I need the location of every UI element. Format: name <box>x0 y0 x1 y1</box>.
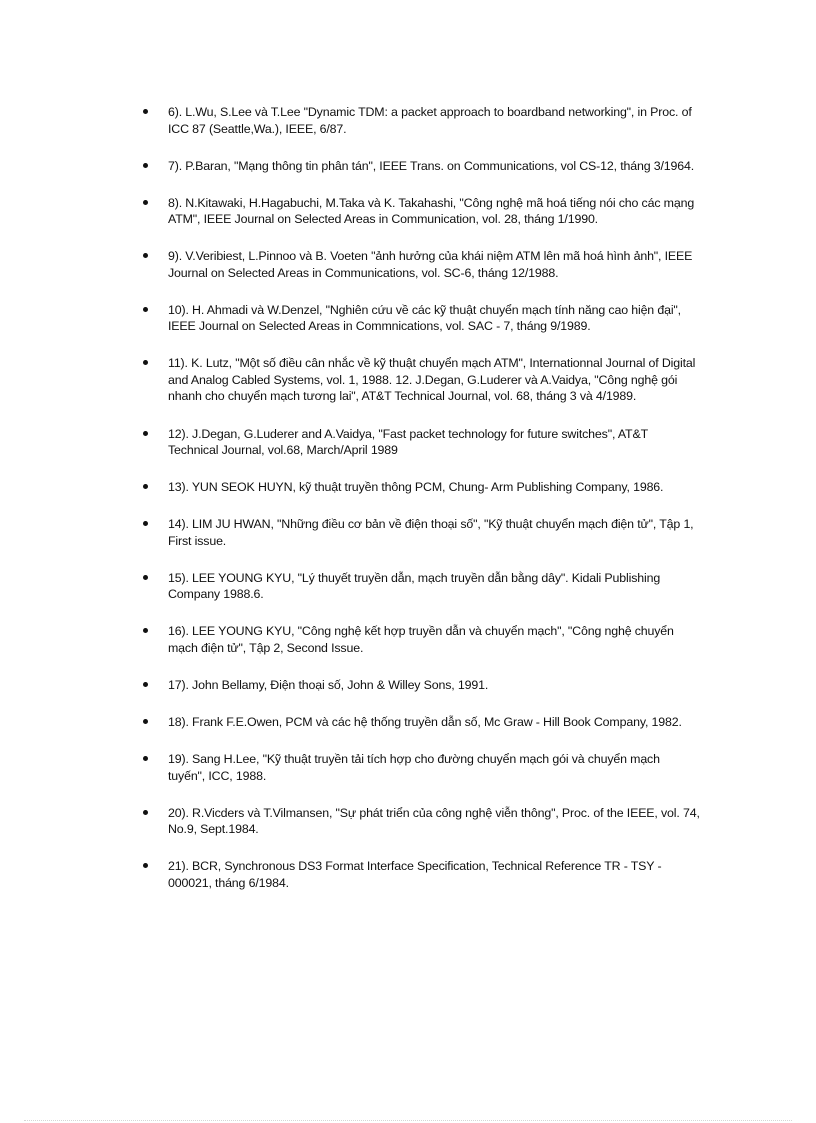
bullet-icon <box>143 431 148 436</box>
reference-text: 11). K. Lutz, "Một số điều cân nhắc về kỹ thuật chuyển mạch ATM", Internationnal Journal of Digital and Analog Cabled Systems, vol. 1, 1988. 12. J.Degan, G.Luderer và A.Vaidya, "Công nghệ gói nhanh cho chuyển mạch tương lai", AT&T Technical Journal, vol. 68, tháng 3 và 4/1989. <box>168 356 696 404</box>
bullet-icon <box>143 163 148 168</box>
bullet-icon <box>143 109 148 114</box>
reference-text: 17). John Bellamy, Điện thoại số, John & Willey Sons, 1991. <box>168 678 489 693</box>
page-bottom-divider <box>24 1120 792 1121</box>
reference-item <box>140 158 700 175</box>
reference-item <box>140 714 700 731</box>
bullet-icon <box>143 307 148 312</box>
reference-text: 8). N.Kitawaki, H.Hagabuchi, M.Taka và K. Takahashi, "Công nghệ mã hoá tiếng nói cho các mạng ATM", IEEE Journal on Selected Areas in Communication, vol. 28, tháng 1/1990. <box>168 195 695 227</box>
bullet-icon <box>143 863 148 868</box>
reference-item <box>140 677 700 694</box>
bullet-icon <box>143 253 148 258</box>
bullet-icon <box>143 575 148 580</box>
reference-text: 12). J.Degan, G.Luderer and A.Vaidya, "Fast packet technology for future switches", AT&T Technical Journal, vol.68, March/April 1989 <box>168 426 648 458</box>
reference-text: 7). P.Baran, "Mạng thông tin phân tán", IEEE Trans. on Communications, vol CS-12, tháng 3/1964. <box>168 158 695 173</box>
reference-item <box>140 302 700 335</box>
bullet-icon <box>143 810 148 815</box>
reference-item <box>140 516 700 549</box>
reference-text: 6). L.Wu, S.Lee và T.Lee "Dynamic TDM: a packet approach to boardband networking", in Proc. of ICC 87 (Seattle,Wa.), IEEE, 6/87. <box>168 105 692 136</box>
reference-item <box>140 104 700 137</box>
reference-item <box>140 858 700 891</box>
bullet-icon <box>143 521 148 526</box>
reference-item <box>140 355 700 405</box>
bullet-icon <box>143 756 148 761</box>
bullet-icon <box>143 682 148 687</box>
bullet-icon <box>143 628 148 633</box>
bullet-icon <box>143 484 148 489</box>
reference-item <box>140 195 700 228</box>
reference-item <box>140 570 700 603</box>
reference-item <box>140 623 700 656</box>
reference-text: 18). Frank F.E.Owen, PCM và các hệ thống truyền dẫn số, Mc Graw - Hill Book Company, 1982. <box>168 715 682 730</box>
bullet-icon <box>143 719 148 724</box>
reference-item <box>140 751 700 784</box>
bullet-icon <box>143 200 148 205</box>
reference-text: 9). V.Veribiest, L.Pinnoo và B. Voeten "ảnh hưởng của khái niệm ATM lên mã hoá hình ảnh", IEEE Journal on Selected Areas in Communications, vol. SC-6, tháng 12/1988. <box>168 249 693 280</box>
reference-text: 20). R.Vicders và T.Vilmansen, "Sự phát triển của công nghệ viễn thông", Proc. of the IEEE, vol. 74, No.9, Sept.1984. <box>168 805 700 837</box>
reference-text: 15). LEE YOUNG KYU, "Lý thuyết truyền dẫn, mạch truyền dẫn bằng dây". Kidali Publishing Company 1988.6. <box>168 570 661 602</box>
reference-text: 10). H. Ahmadi và W.Denzel, "Nghiên cứu về các kỹ thuật chuyển mạch tính năng cao hiện đại", IEEE Journal on Selected Areas in Commnications, vol. SAC - 7, tháng 9/1989. <box>168 302 681 334</box>
bullet-icon <box>143 360 148 365</box>
reference-text: 19). Sang H.Lee, "Kỹ thuật truyền tải tích hợp cho đường chuyển mạch gói và chuyển mạch tuyến", ICC, 1988. <box>168 752 660 783</box>
reference-text: 14). LIM JU HWAN, "Những điều cơ bản về điện thoại số", "Kỹ thuật chuyển mạch điện tử", Tập 1, First issue. <box>168 517 694 548</box>
reference-item <box>140 248 700 281</box>
reference-text: 16). LEE YOUNG KYU, "Công nghệ kết hợp truyền dẫn và chuyển mạch", "Công nghệ chuyển mạch điện tử", Tập 2, Second Issue. <box>168 624 674 655</box>
reference-item <box>140 479 700 496</box>
reference-list <box>140 104 700 912</box>
reference-item <box>140 805 700 838</box>
reference-text: 13). YUN SEOK HUYN, kỹ thuật truyền thông PCM, Chung- Arm Publishing Company, 1986. <box>168 480 664 495</box>
reference-text: 21). BCR, Synchronous DS3 Format Interface Specification, Technical Reference TR - TSY - 000021, tháng 6/1984. <box>168 859 662 890</box>
reference-item <box>140 426 700 459</box>
